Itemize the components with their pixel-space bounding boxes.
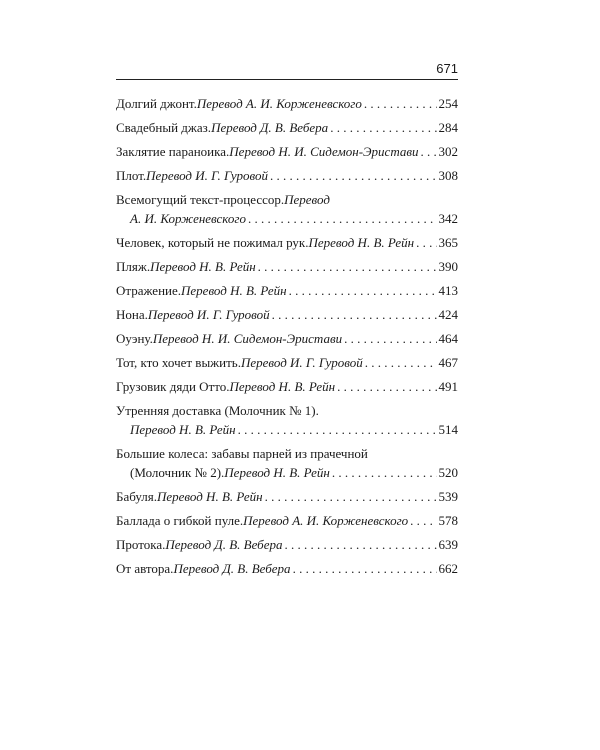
toc-entry	[116, 166, 458, 185]
dot-leader	[332, 463, 437, 482]
entry-translator-continued: Перевод Н. В. Рейн	[130, 422, 236, 437]
entry-translator: Перевод Д. В. Вебера	[173, 561, 291, 576]
entry-title: Большие колеса: забавы парней из прачечной	[116, 446, 368, 461]
dot-leader	[416, 233, 436, 252]
toc-entry	[116, 401, 458, 439]
entry-translator: Перевод Д. В. Вебера	[211, 120, 329, 135]
page-number: 671	[436, 61, 458, 76]
entry-title: Протока.	[116, 537, 166, 552]
entry-page-number: 413	[438, 283, 458, 298]
entry-page-number: 514	[438, 422, 458, 437]
toc-entry	[116, 353, 458, 372]
header-rule	[116, 79, 458, 80]
entry-translator: Перевод Д. В. Вебера	[165, 537, 283, 552]
dot-leader	[265, 487, 437, 506]
toc-entry	[116, 305, 458, 324]
dot-leader	[364, 94, 437, 113]
entry-title: Плот.	[116, 168, 147, 183]
entry-translator: Перевод А. И. Корженевского	[243, 513, 409, 528]
entry-title: От автора.	[116, 561, 174, 576]
toc-entry	[116, 535, 458, 554]
entry-title: Баллада о гибкой пуле.	[116, 513, 244, 528]
entry-translator: Перевод И. Г. Гуровой	[240, 355, 363, 370]
entry-title: Грузовик дяди Отто.	[116, 379, 230, 394]
entry-page-number: 342	[438, 211, 458, 226]
entry-translator: Перевод Н. В. Рейн	[308, 235, 415, 250]
toc-entry	[116, 94, 458, 113]
toc-entry	[116, 281, 458, 300]
dot-leader	[410, 511, 436, 530]
entry-title: Утренняя доставка (Молочник № 1).	[116, 403, 319, 418]
table-of-contents	[116, 94, 458, 583]
entry-page-number: 539	[438, 489, 458, 504]
dot-leader	[285, 535, 437, 554]
entry-title: Отражение.	[116, 283, 182, 298]
entry-page-number: 424	[438, 307, 458, 322]
entry-title: Свадебный джаз.	[116, 120, 212, 135]
entry-translator: Перевод Н. В. Рейн	[157, 489, 263, 504]
toc-entry	[116, 142, 458, 161]
dot-leader	[289, 281, 437, 300]
entry-translator: Перевод Н. И. Сидемон-Эристави	[152, 331, 343, 346]
entry-translator: Перевод Н. И. Сидемон-Эристави	[229, 144, 419, 159]
entry-title: Нона.	[116, 307, 148, 322]
entry-page-number: 467	[438, 355, 458, 370]
entry-page-number: 639	[438, 537, 458, 552]
entry-page-number: 308	[438, 168, 458, 183]
toc-entry	[116, 444, 458, 482]
entry-title: Пляж.	[116, 259, 151, 274]
entry-translator-continued: Перевод Н. В. Рейн	[224, 465, 330, 480]
entry-translator: Перевод	[284, 192, 330, 207]
entry-title-continued: (Молочник № 2).	[130, 465, 225, 480]
toc-entry	[116, 377, 458, 396]
dot-leader	[293, 559, 437, 578]
dot-leader	[238, 420, 437, 439]
toc-entry	[116, 329, 458, 348]
dot-leader	[272, 305, 437, 324]
entry-title: Бабуля.	[116, 489, 157, 504]
entry-translator: Перевод А. И. Корженевского	[196, 96, 362, 111]
entry-translator: Перевод Н. В. Рейн	[229, 379, 336, 394]
dot-leader	[344, 329, 436, 348]
entry-title: Заклятие параноика.	[116, 144, 230, 159]
dot-leader	[330, 118, 436, 137]
entry-page-number: 464	[438, 331, 458, 346]
toc-entry	[116, 559, 458, 578]
entry-page-number: 662	[438, 561, 458, 576]
entry-translator: Перевод И. Г. Гуровой	[147, 307, 270, 322]
toc-entry	[116, 118, 458, 137]
dot-leader	[365, 353, 437, 372]
dot-leader	[248, 209, 437, 228]
entry-translator-continued: А. И. Корженевского	[130, 211, 246, 226]
entry-page-number: 254	[438, 96, 458, 111]
dot-leader	[258, 257, 437, 276]
entry-translator: Перевод Н. В. Рейн	[181, 283, 287, 298]
toc-entry	[116, 511, 458, 530]
dot-leader	[337, 377, 436, 396]
entry-page-number: 365	[438, 235, 458, 250]
entry-page-number: 578	[438, 513, 458, 528]
dot-leader	[270, 166, 437, 185]
entry-translator: Перевод Н. В. Рейн	[150, 259, 256, 274]
entry-title: Человек, который не пожимал рук.	[116, 235, 309, 250]
dot-leader	[421, 142, 437, 161]
toc-entry	[116, 257, 458, 276]
entry-title: Оуэну.	[116, 331, 153, 346]
entry-page-number: 302	[438, 144, 458, 159]
toc-entry	[116, 233, 458, 252]
entry-page-number: 390	[438, 259, 458, 274]
entry-page-number: 284	[438, 120, 458, 135]
entry-translator: Перевод И. Г. Гуровой	[146, 168, 268, 183]
entry-page-number: 520	[438, 465, 458, 480]
entry-title: Всемогущий текст-процессор.	[116, 192, 285, 207]
entry-title: Тот, кто хочет выжить.	[116, 355, 241, 370]
toc-entry	[116, 190, 458, 228]
entry-title: Долгий джонт.	[116, 96, 197, 111]
entry-page-number: 491	[438, 379, 458, 394]
toc-entry	[116, 487, 458, 506]
